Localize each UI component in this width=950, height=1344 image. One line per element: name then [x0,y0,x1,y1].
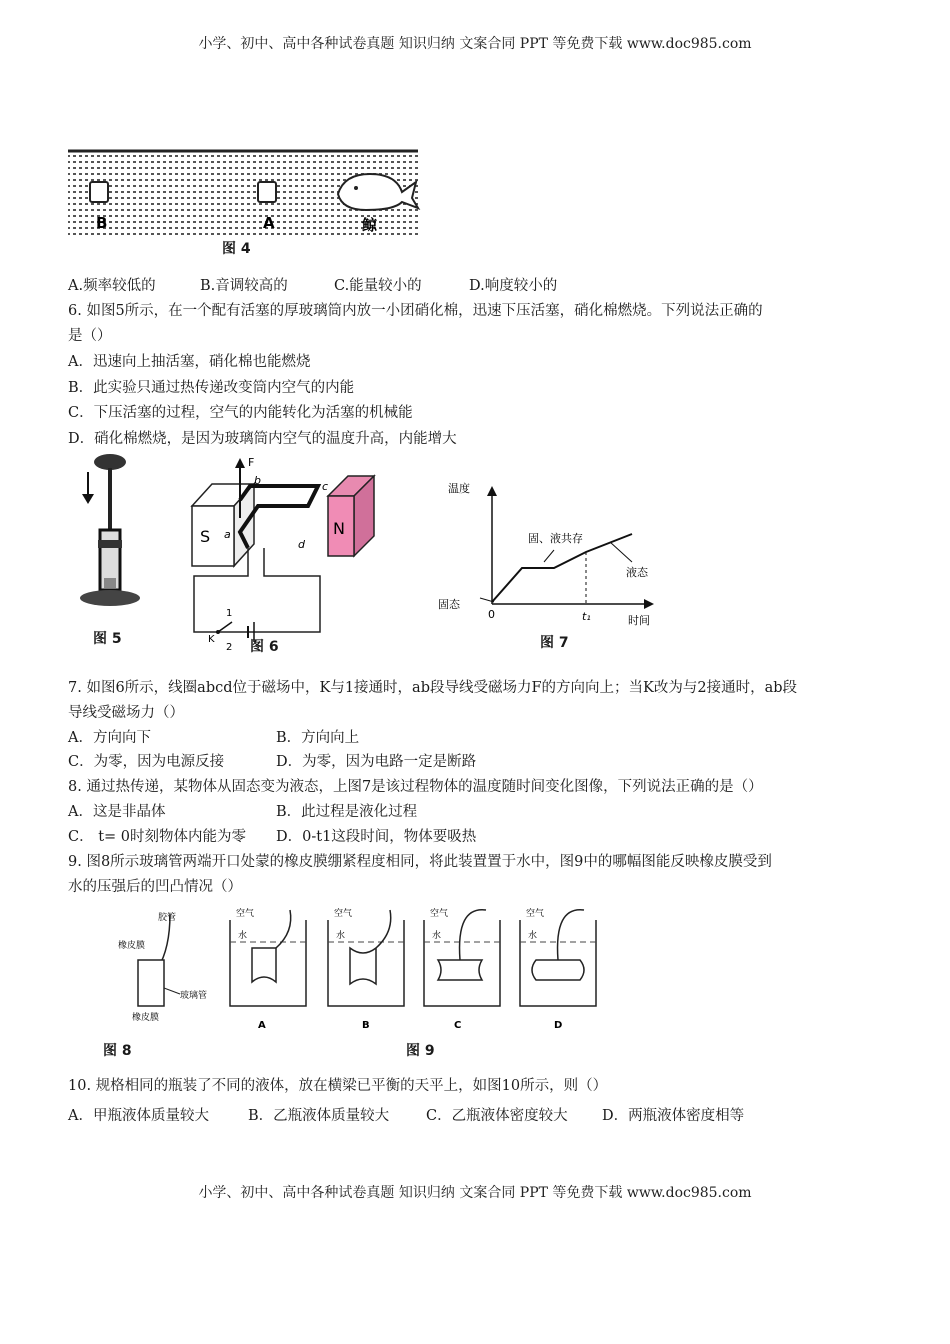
magnet-n [328,476,374,556]
q8-options-row2 [68,825,476,846]
q5-options [68,274,557,295]
q10-option-c: C．乙瓶液体密度较大 [426,1108,568,1124]
y-axis [487,486,497,604]
fig9-water-d: 水 [528,931,538,941]
piston-head [98,540,122,548]
q8-stem: 8. 通过热传递，某物体从固态变为液态，上图7是该过程物体的温度随时间变化图像，下列说法正确的是（） [68,779,763,795]
q10-option-b: B．乙瓶液体质量较大 [248,1108,390,1124]
q7-option-a: A．方向向下 [68,730,151,746]
q7-stem-line2: 导线受磁场力（） [68,705,184,721]
nitrocellulose [104,578,116,588]
fig6-label-a: a [224,528,231,541]
fig7-y-label: 温度 [448,482,470,495]
fig8-label-hose: 胶管 [158,913,177,923]
q8-option-c: C． t= 0时刻物体内能为零 [68,829,247,845]
page-header: 小学、初中、高中各种试卷真题 知识归纳 文案合同 PPT 等免费下载 www.doc985.com [198,36,752,52]
fig9-air-c: 空气 [430,909,449,919]
q7-options-row1 [68,726,359,747]
fig6-label-b: b [254,474,261,487]
q8-option-d: D．0-t1这段时间，物体要吸热 [276,829,477,845]
fig9-label-d: D [554,1020,563,1031]
page-footer: 小学、初中、高中各种试卷真题 知识归纳 文案合同 PPT 等免费下载 www.doc985.com [198,1185,752,1201]
fig9-panel-b [328,910,404,1006]
fig9-panel-d [520,910,596,1006]
fig4-caption: 图 4 [222,241,251,257]
fig9-air-a: 空气 [236,909,255,919]
q7-option-b: B．方向向上 [276,730,360,746]
figure-5-piston [74,450,154,610]
fig9-caption: 图 9 [406,1043,435,1059]
q9-stem-line1: 9. 图8所示玻璃管两端开口处蒙的橡皮膜绷紧程度相同，将此装置置于水中，图9中的哪幅图能反映橡皮膜受到 [68,854,772,870]
fig7-origin: 0 [488,608,495,621]
q10-options [68,1104,744,1125]
magnet-s-label: S [200,527,211,546]
glass-pointer [164,988,180,994]
fig8-caption: 图 8 [103,1043,132,1059]
q5-option-a: A.频率较低的 [68,278,156,294]
piston-knob [94,454,126,470]
q5-option-b: B.音调较高的 [200,278,288,294]
fig7-mixed-label: 固、液共存 [528,532,583,545]
fig4-label-whale: 鲸 [362,216,378,234]
down-arrow-icon [82,472,94,504]
q6-stem-line1: 6. 如图5所示，在一个配有活塞的厚玻璃筒内放一小团硝化棉，迅速下压活塞，硝化棉燃烧。下列说法正确的 [68,303,763,319]
q9-stem-line2: 水的压强后的凹凸情况（） [68,879,242,895]
q10-stem: 10. 规格相同的瓶装了不同的液体，放在横梁已平衡的天平上，如图10所示，则（） [68,1078,608,1094]
fig6-label-c: c [322,480,329,493]
fig9-label-b: B [362,1020,370,1031]
figure-7-graph [432,456,664,634]
figure-8-tube [118,908,224,1032]
fig9-water-c: 水 [432,931,442,941]
figure-4-sea [66,148,422,250]
cylinder-base [80,590,140,606]
q5-option-c: C.能量较小的 [334,278,422,294]
fig7-solid-label: 固态 [438,598,460,611]
fig7-caption: 图 7 [540,635,569,651]
fig5-caption: 图 5 [93,631,122,647]
fig8-label-membrane-bottom: 橡皮膜 [132,1013,160,1023]
q6-option-c: C．下压活塞的过程，空气的内能转化为活塞的机械能 [68,405,413,421]
fig9-panel-a [230,910,306,1006]
fig6-label-2: 2 [226,642,233,653]
fig9-label-a: A [258,1020,266,1031]
sound-source-b-icon [90,182,108,202]
q10-option-d: D．两瓶液体密度相等 [602,1108,745,1124]
q6-option-d: D．硝化棉燃烧，是因为玻璃筒内空气的温度升高，内能增大 [68,431,457,447]
fig6-caption: 图 6 [250,639,279,655]
fig7-t1-label: t₁ [582,610,591,623]
fig9-label-c: C [454,1020,462,1031]
magnet-n-label: N [333,519,345,538]
fig8-label-membrane-top: 橡皮膜 [118,941,146,951]
fig6-label-k: K [208,634,215,645]
q6-stem-line2: 是（） [68,328,112,344]
fig4-label-a: A [263,214,275,232]
q7-option-d: D．为零，因为电路一定是断路 [276,754,477,770]
fig4-label-b: B [96,214,108,232]
mixed-pointer [544,550,554,562]
fig9-panel-c [424,910,500,1006]
q7-option-c: C．为零，因为电源反接 [68,754,225,770]
glass-tube [138,960,164,1006]
q8-options-row1 [68,800,417,821]
fig7-liquid-label: 液态 [626,566,648,579]
q6-option-a: A．迅速向上抽活塞，硝化棉也能燃烧 [68,354,311,370]
fig9-water-b: 水 [336,931,346,941]
liquid-pointer [610,542,632,562]
x-axis [492,599,654,609]
q7-options-row2 [68,750,476,771]
fig9-air-d: 空气 [526,909,545,919]
q5-option-d: D.响度较小的 [469,278,558,294]
fig6-label-f: F [248,456,255,469]
q8-option-b: B．此过程是液化过程 [276,804,418,820]
fig8-label-glass: 玻璃管 [180,991,208,1001]
fig7-x-label: 时间 [628,614,650,627]
q7-stem-line1: 7. 如图6所示，线圈abcd位于磁场中，K与1接通时，ab段导线受磁场力F的方向向上；当K改为与2接通时，ab段 [68,680,798,696]
figure-9-options [224,902,608,1034]
q6-option-b: B．此实验只通过热传递改变筒内空气的内能 [68,380,355,396]
fig6-label-d: d [298,538,305,551]
sound-source-a-icon [258,182,276,202]
fig9-air-b: 空气 [334,909,353,919]
fig9-water-a: 水 [238,931,248,941]
q10-option-a: A．甲瓶液体质量较大 [68,1108,209,1124]
figure-6-motor [188,456,384,656]
q8-option-a: A．这是非晶体 [68,804,166,820]
fig6-label-1: 1 [226,608,233,619]
